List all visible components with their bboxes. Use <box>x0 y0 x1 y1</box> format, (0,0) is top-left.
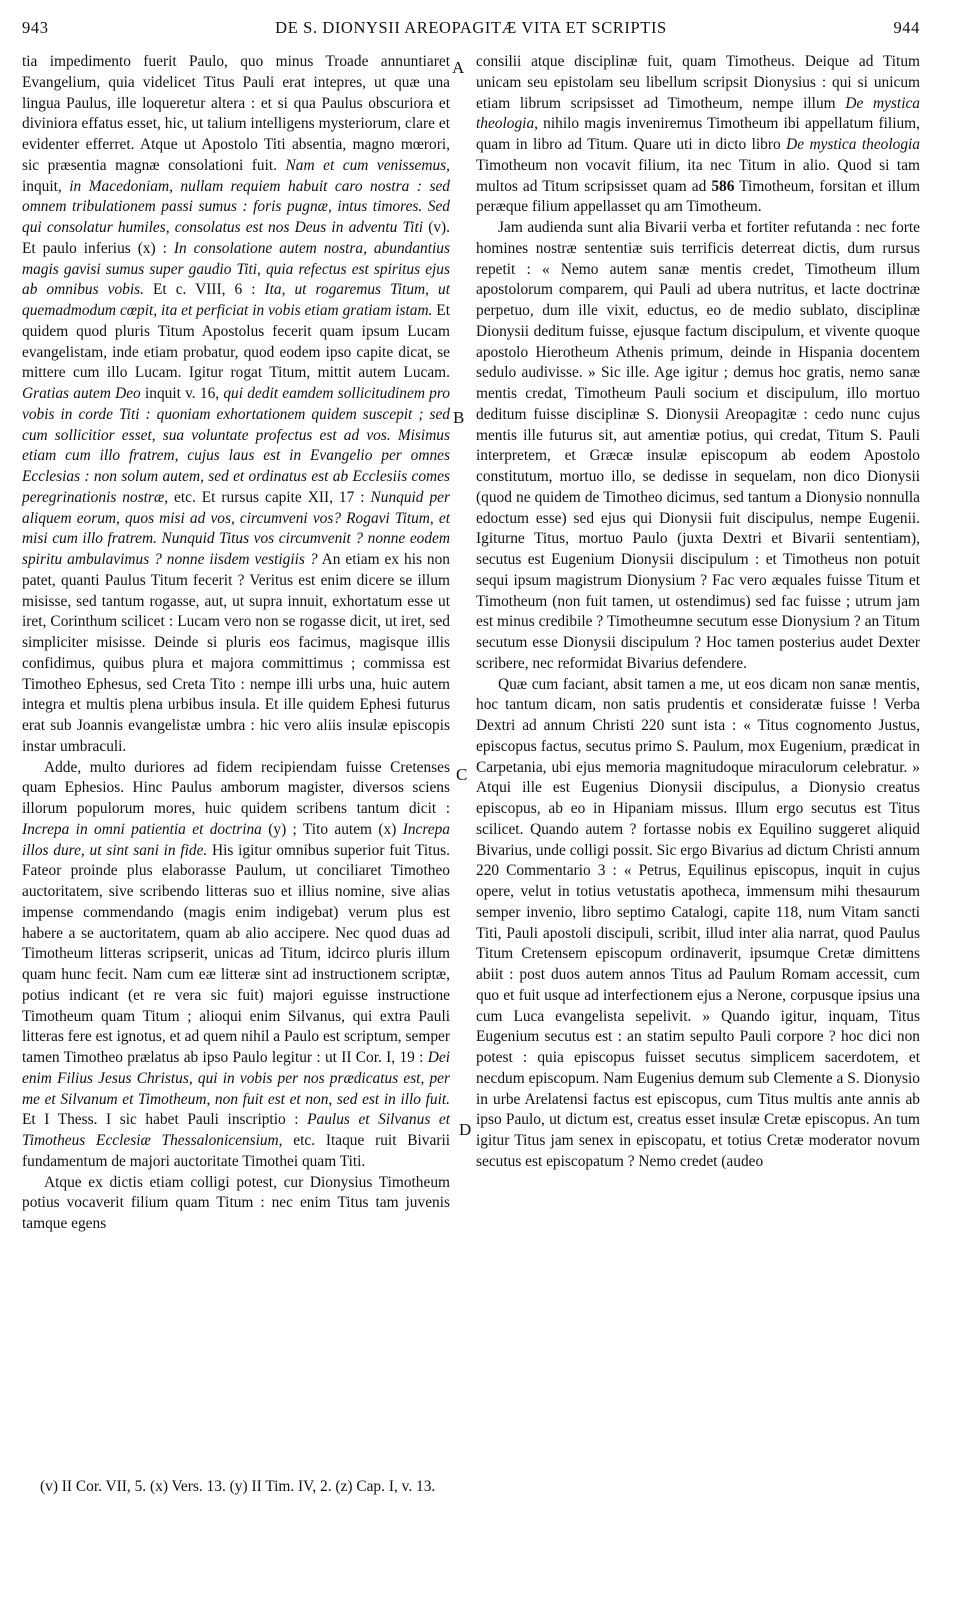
bold-marker: 586 <box>711 177 735 195</box>
running-title: DE S. DIONYSII AREOPAGITÆ VITA ET SCRIPTIS <box>275 18 667 37</box>
text-run: Adde, multo duriores ad fidem recipiendam fuisse Cretenses quam Ephesios. Hinc Paulus amborum magister, diversos sciens illorum populorum mores, huic quidem scribens tantum dicit : <box>22 758 450 817</box>
italic-quotation: Dei enim Filius Jesus Christus, qui in vobis per nos prædicatus est, per me et Silvanum et Timotheum, non fuit est et non, sed est in illo fuit. <box>22 1049 450 1108</box>
margin-letter-b: B <box>453 408 465 427</box>
italic-quotation: Nunquid per aliquem eorum, quos misi ad vos, circumveni vos? Rogavi Titum, et misi cum illo fratrem. Nunquid Titus vos circumvenit ? nonne eodem spiritu ambulavimus ? nonne iisdem vestigiis ? <box>22 488 450 568</box>
text-run: Atque ex dictis etiam colligi potest, cur Dionysius Timotheum potius vocaverit filium quam Titum : nec enim Titus tam juvenis tamque egens <box>22 1173 450 1232</box>
text-run: tia impedimento fuerit Paulo, quo minus Troade annuntiaret Evangelium, quia videlicet Titus Pauli erat intepres, ut quæ una lingua Paulus, ille loqueretur altera : et si qua Paulus obscuriora et diviniora effatus esset, hic, ut talium intelligens mysteriorum, clare et evidenter efferret. Atque ut Apostolo Titi absentia, magno mœrori, sic præsentia magnæ consolationi fuit. <box>22 53 450 174</box>
footnotes: (v) II Cor. VII, 5. (x) Vers. 13. (y) II Tim. IV, 2. (z) Cap. I, v. 13. <box>40 1478 436 1495</box>
page-number-left: 943 <box>22 18 49 37</box>
margin-letter-d: D <box>459 1120 472 1139</box>
text-run: Timotheum non vocavit filium, ita nec Titum in alio. Quod si tam multos ad Titum scripsisset quam ad <box>476 156 920 195</box>
italic-quotation: qui dedit eamdem sollicitudinem pro vobis in corde Titi : quoniam exhortationem quidem suscepit ; sed cum sollicitior esset, sua voluntate profectus est ad vos. Misimus etiam cum illo fratrem, cujus laus est in Evangelio per omnes Ecclesias : non solum autem, sed et ordinatus est ab Ecclesiis comes peregrinationis nostræ, <box>22 385 450 506</box>
paragraph <box>22 1173 450 1235</box>
text-run: Timotheum, forsitan et illum peræque filium appellasset qu am Timotheum. <box>476 177 920 216</box>
text-run: etc. Et rursus capite XII, 17 : <box>168 488 371 506</box>
text-run: His igitur omnibus superior fuit Titus. Fateor proinde plus elaborasse Paulum, ut conciliaret Timotheo auctoritatem, sive scribendo litteras suo et illius nomine, sive alias impense commendando (magis enim indigebat) verum plus est habere a se auctoritatem, quam ab alio accipere. Nec quod duas ad Timotheum litteras scripserit, unicas ad Titum, idcirco pluris illum quam hunc fecit. Nam cum eæ litteræ sint ad instructionem scriptæ, potius indicant (et re vera sic fuit) majori eguisse instructione Timotheum quam Titum ; alioqui enim Silvanus, qui extra Pauli litteras fere est ignotus, et ad quem nihil a Paulo est scriptum, semper tamen Timotheo prælatus ab ipso Paulo legitur : ut II Cor. I, 19 : <box>22 841 450 1066</box>
text-run: inquit v. 16, <box>140 385 224 402</box>
paragraph <box>22 758 450 1173</box>
text-run: Et quidem quod pluris Titum Apostolus fecerit quam ipsum Lucam evangelistam, inde etiam probatur, quod eodem ipso capite dicat, se mittere cum illo Lucam. Igitur rogat Titum, mittit autem Lucam. <box>22 302 450 382</box>
paragraph <box>22 52 450 758</box>
italic-quotation: in Macedoniam, nullam requiem habuit caro nostra : sed omnem tribulationem passi sumus : foris pugnæ, intus timores. Sed qui consolatur humiles, consolatus est nos Deus in adventu Titi <box>22 177 450 236</box>
italic-quotation: In consolatione autem nostra, abundantius magis gavisi sumus super gaudio Titi, quia refectus est spiritus ejus ab omnibus vobis. <box>22 239 450 299</box>
italic-quotation: De mystica theologia <box>786 136 920 153</box>
margin-letter-a: A <box>452 58 465 77</box>
text-run: Quæ cum faciant, absit tamen a me, ut eos dicam non sanæ mentis, hoc tantum dicam, non satis prudentis et consideratæ fuisse ! Verba Dextri ad annum Christi 220 sunt ista : « Titus cognomento Justus, episcopus factus, secutus primo S. Paulum, mox Eugenium, prædicat in Carpetania, ubi ejus memoria magnitudoque miraculorum celebratur. » Atqui ille est Eugenius Dionysii discipulus, a Dionysio creatus episcopus, ab eo in Hipaniam missus. Illum ergo secutus est Titus scilicet. Quando autem ? fortasse nobis ex Equilino suggeret aliquid Bivarius, unde colligi possit. Sic ergo Bivarius ad dictum Christi annum 220 Commentario 3 : « Petrus, Equilinus episcopus, inquit in cujus opere, velut in totius vetustatis apotheca, immensum mihi thesaurum semper invenio, libro septimo Catalogi, capite 118, num Vitam sancti Titi, Pauli apostoli discipuli, scribit, illud inter alia narrat, quod Paulus Titum Cretensem episcopum ordinaverit, ipsumque Cretæ dimittens abiit : post duos autem annos Titus ad Paulum Romam accessit, cum quo et fuit usque ad interfectionem ejus a Nerone, corpusque ipsius una cum Luca evangelista sepelivit. » Quando igitur, inquam, Titus Eugenium secutus est : an statim sepulto Pauli corpore ? hoc dici non potest : quia episcopus fuisset secutus simplicem sacerdotem, et necdum episcopum. Nam Eugenius demum sub Clemente a S. Dionysio in urbe Arelatensi factus est episcopus, cum Titus multis ante annis ab ipso Paulo, ut dictum est, creatus esset insulæ Cretæ episcopus. An tum igitur Titus jam senex in episcopatu, et totius Cretæ moderator novum secutus est episcopatum ? Nemo credet (audeo <box>476 675 920 1170</box>
margin-letter-c: C <box>456 765 468 784</box>
paragraph <box>476 218 920 675</box>
italic-quotation: Gratias autem Deo <box>22 385 141 402</box>
text-run: Jam audienda sunt alia Bivarii verba et fortiter refutanda : nec forte homines nostræ sententiæ suis terrificis deterreat dictis, dum rursus repetit : « Nemo autem sanæ mentis credet, Timotheum illum apostolorum comparem, qui Pauli ad ubera nutritus, et lacte doctrinæ perpetuo, dum ille vixit, eductus, eo de medio sublato, disciplinæ Dionysii deditum fuisse, ejusque factum discipulum, et vivente quoque apostolo Hierotheum Athenis primum, deinde in Hispania docentem sedulo audivisse. » Sic ille. Age igitur ; demus hoc gratis, nemo sanæ mentis credat, Timotheum Pauli socium et discipulum, illo mortuo deditum fuisse disciplinæ S. Dionysii Areopagitæ : cedo nunc cujus mentis ille futurus sit, aut amentiæ potius, qui credat, Titum S. Pauli interpretem, et Græcæ insulæ episcopum ab eodem Apostolo constitutum, mortuo illo, se dedisse in sequelam, non dico Dionysii (quod ne quidem de Timotheo dicimus, sed tantum a Dionysio nonnulla edoctum esse) sed ejus qui Dionysii fuit discipulus, nempe Eugenii. Igiturne Titus, mortuo Paulo (juxta Dextri et Bivarii sententiam), secutus est Eugenium Dionysii discipulum : et Timotheus non potuit sequi ipsum magistrum Dionysium ? Fac vero æquales fuisse Titum et Timotheum (non fuit tamen, ut ostendimus) sed fac fuisse ; utrum jam est minus credibile ? Timotheumne secutum esse Dionysium ? an Titum secutum esse Dionysii discipulum ? Hoc tamen posterius audet Dexter scribere, nec reformidat Bivarius defendere. <box>476 219 920 672</box>
paragraph <box>476 52 920 218</box>
text-run: An etiam ex his non patet, quanti Paulus Titum fecerit ? Veritus est enim dicere se illum misisse, sed tantum rogasse, aut, ut supra innuit, exhortatum esse ut iret, Corinthum scilicet : Lucam vero non se rogasse dicit, ut iret, sed simpliciter misisse. Deinde si pluris eos facimus, magisque illis confidimus, quibus plura et majora committimus ; commissa est Timotheo Ephesus, sed Creta Tito : nempe illi urbs una, huic autem integra et multis plena urbibus insula. Et ille quidem Ephesi futurus erat sub Joannis evangelistæ umbra : hic vero aliis insulæ episcopis instar umbraculi. <box>22 551 450 755</box>
running-header <box>22 18 920 42</box>
right-column <box>476 52 920 1173</box>
text-run: (v). Et paulo inferius (x) : <box>22 219 450 257</box>
paragraph <box>476 675 920 1173</box>
page-number-right: 944 <box>893 18 920 37</box>
text-run: etc. Itaque ruit Bivarii fundamentum de majori auctoritate Timothei quam Titi. <box>22 1132 450 1170</box>
italic-quotation: Nam et cum venissemus <box>285 156 447 174</box>
text-run: (y) ; Tito autem (x) <box>261 820 403 838</box>
text-run: Et I Thess. I sic habet Pauli inscriptio : <box>22 1111 308 1129</box>
text-run: , inquit, <box>22 156 451 195</box>
text-run: consilii atque disciplinæ fuit, quam Timotheus. Deique ad Titum unicam seu epistolam seu libellum scripsit Dionysius : qui si unicum etiam librum scripsisset ad Timotheum, nempe illum <box>476 53 920 112</box>
italic-quotation: Increpa in omni patientia et doctrina <box>22 820 262 838</box>
left-column <box>22 52 450 1235</box>
italic-quotation: Ita, ut rogaremus Titum, ut quemadmodum cœpit, ita et perficiat in vobis etiam gratiam istam. <box>22 281 450 319</box>
text-run: Et c. VIII, 6 : <box>143 281 265 299</box>
text-run: nihilo magis inveniremus Timotheum ibi appellatum filium, quam in libro ad Titum. Quare uti in dicto libro <box>476 115 920 153</box>
italic-quotation: De mystica theologia, <box>476 94 920 133</box>
italic-quotation: Paulus et Silvanus et Timotheus Ecclesiæ Thessalonicensium, <box>22 1111 450 1149</box>
italic-quotation: Increpa illos dure, ut sint sani in fide. <box>22 820 450 859</box>
